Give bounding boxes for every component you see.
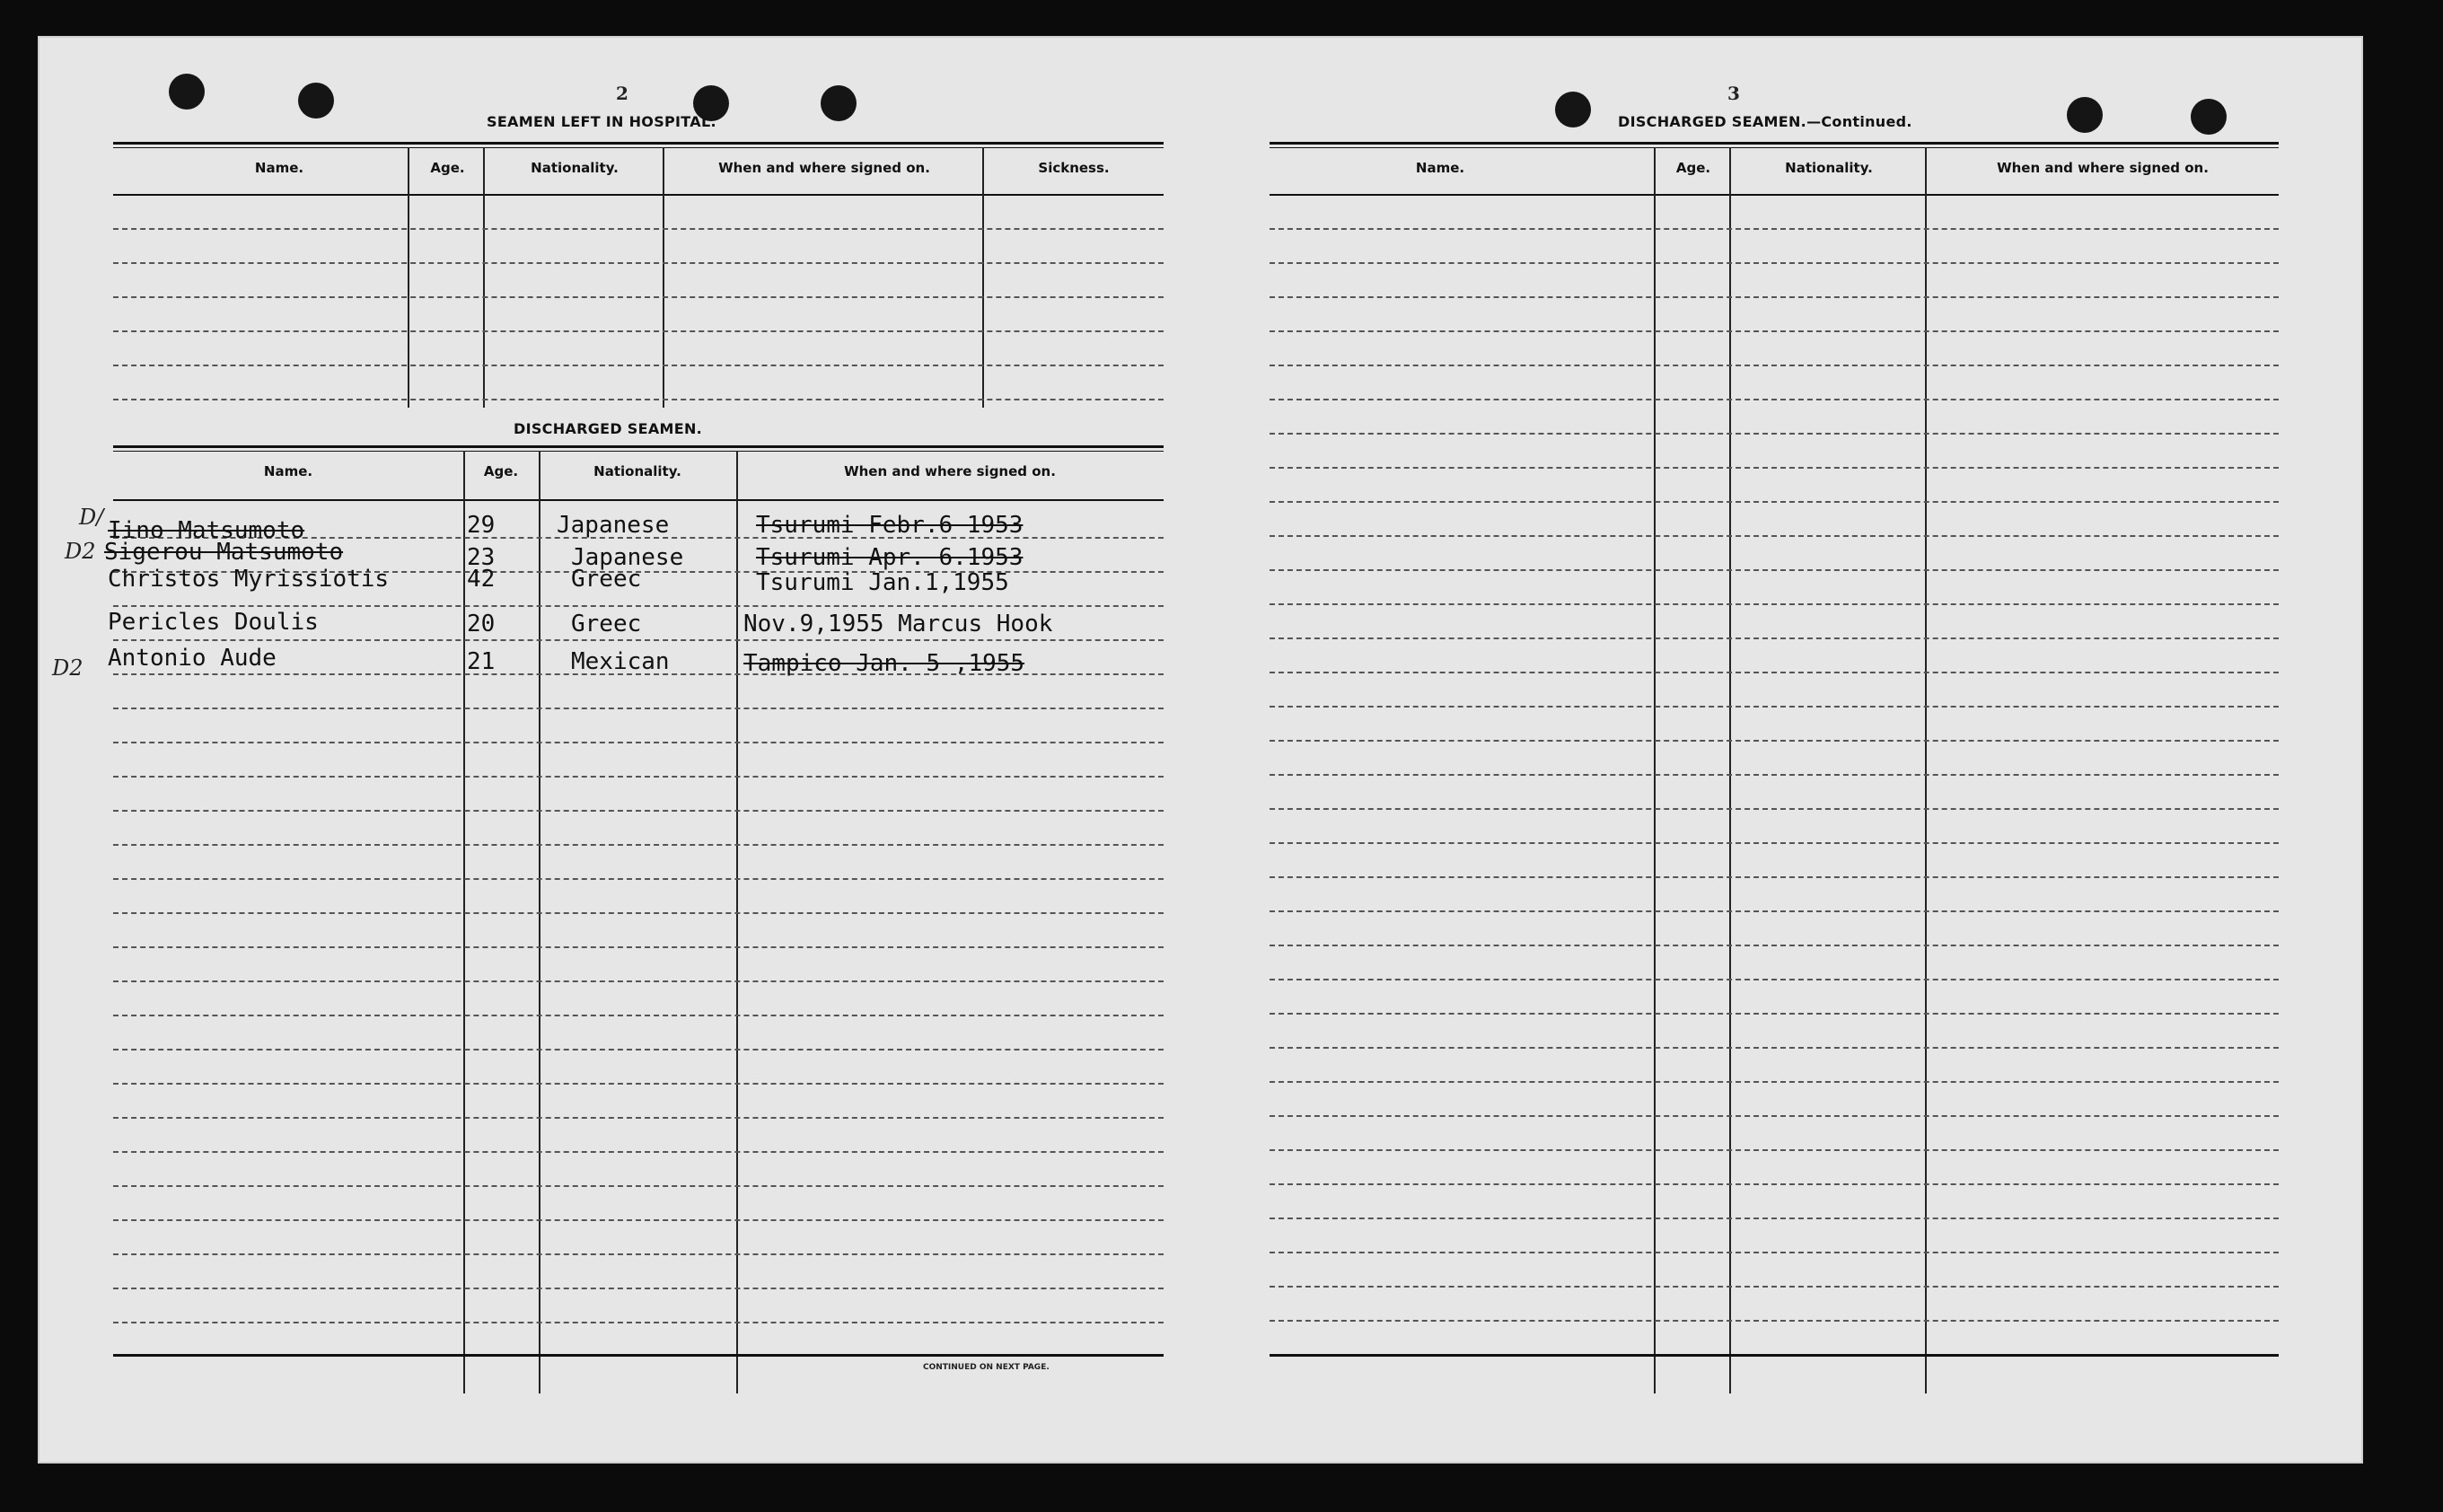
- rule: [113, 194, 1164, 196]
- punch-hole: [169, 74, 205, 110]
- punch-hole: [2067, 97, 2103, 133]
- column-divider: [736, 451, 738, 1393]
- margin-mark: D2: [65, 539, 96, 564]
- seaman-age: 20: [467, 611, 496, 637]
- ruled-line: [113, 810, 1164, 812]
- punch-hole: [1555, 92, 1591, 127]
- document-sheet: [38, 36, 2363, 1464]
- ruled-line: [113, 228, 1164, 230]
- signed-on: Nov.9,1955 Marcus Hook: [743, 611, 1053, 637]
- seaman-name: Pericles Doulis: [108, 609, 319, 636]
- ruled-line: [1270, 501, 2279, 503]
- ruled-line: [1270, 330, 2279, 332]
- ruled-line: [1270, 842, 2279, 844]
- seaman-age: 23: [467, 544, 496, 571]
- ruled-line: [1270, 1149, 2279, 1151]
- column-header: When and where signed on.: [1997, 160, 2209, 176]
- seaman-age: 21: [467, 648, 496, 675]
- seaman-nationality: Japanese: [557, 512, 670, 539]
- column-header: Name.: [1415, 160, 1465, 176]
- ruled-line: [1270, 774, 2279, 776]
- rule: [113, 499, 1164, 501]
- ruled-line: [1270, 808, 2279, 810]
- ruled-line: [113, 1322, 1164, 1323]
- ruled-line: [113, 1015, 1164, 1016]
- column-header: Nationality.: [531, 160, 619, 176]
- ruled-line: [113, 330, 1164, 332]
- seaman-age: 42: [467, 566, 496, 593]
- ruled-line: [1270, 1286, 2279, 1288]
- signed-on: Tsurumi Febr.6 1953: [756, 512, 1024, 539]
- ruled-line: [113, 742, 1164, 743]
- column-divider: [663, 147, 664, 408]
- column-header: When and where signed on.: [718, 160, 930, 176]
- continued-note: CONTINUED ON NEXT PAGE.: [923, 1363, 1050, 1372]
- column-header: Sickness.: [1038, 160, 1110, 176]
- column-divider: [982, 147, 984, 408]
- signed-on: Tsurumi Apr. 6.1953: [756, 544, 1024, 571]
- ruled-line: [113, 1185, 1164, 1187]
- ruled-line: [1270, 876, 2279, 878]
- ruled-line: [113, 1219, 1164, 1221]
- punch-hole: [821, 85, 857, 121]
- ruled-line: [113, 1253, 1164, 1255]
- ruled-line: [113, 912, 1164, 914]
- discharged-section-title: DISCHARGED SEAMEN.: [514, 420, 703, 437]
- hospital-section-title: SEAMEN LEFT IN HOSPITAL.: [487, 113, 716, 130]
- ruled-line: [1270, 706, 2279, 708]
- ruled-line: [1270, 910, 2279, 912]
- ruled-line: [1270, 569, 2279, 571]
- signed-on: Tsurumi Jan.1,1955: [756, 569, 1009, 596]
- rule: [113, 451, 1164, 452]
- ruled-line: [113, 1288, 1164, 1289]
- ruled-line: [1270, 603, 2279, 605]
- ruled-line: [1270, 399, 2279, 400]
- ruled-line: [1270, 1115, 2279, 1117]
- ruled-line: [113, 844, 1164, 846]
- ruled-line: [1270, 1013, 2279, 1015]
- seaman-name: Antonio Aude: [108, 645, 277, 672]
- rule: [1270, 194, 2279, 196]
- column-divider: [539, 451, 540, 1393]
- ruled-line: [113, 708, 1164, 709]
- rule: [1270, 147, 2279, 148]
- ruled-line: [1270, 1218, 2279, 1219]
- ruled-line: [1270, 1252, 2279, 1253]
- right-section-title: DISCHARGED SEAMEN.—Continued.: [1618, 113, 1912, 130]
- seaman-name: Christos Myrissiotis: [108, 566, 390, 593]
- ruled-line: [1270, 945, 2279, 946]
- seaman-nationality: Greec: [571, 566, 642, 593]
- ruled-line: [113, 1117, 1164, 1119]
- ruled-line: [1270, 1047, 2279, 1049]
- ruled-line: [113, 296, 1164, 298]
- ruled-line: [113, 878, 1164, 880]
- page-number: 3: [1727, 83, 1740, 104]
- ruled-line: [113, 1151, 1164, 1153]
- seaman-nationality: Japanese: [571, 544, 684, 571]
- ruled-line: [1270, 433, 2279, 435]
- punch-hole: [298, 83, 334, 119]
- ruled-line: [1270, 672, 2279, 673]
- column-header: Age.: [1675, 160, 1711, 176]
- ruled-line: [113, 1083, 1164, 1085]
- margin-mark: D2: [52, 655, 83, 681]
- rule: [1270, 1354, 2279, 1357]
- column-divider: [1925, 147, 1927, 1393]
- ruled-line: [113, 605, 1164, 607]
- ruled-line: [113, 365, 1164, 366]
- seaman-nationality: Greec: [571, 611, 642, 637]
- ruled-line: [113, 399, 1164, 400]
- ruled-line: [1270, 535, 2279, 537]
- rule: [113, 1354, 1164, 1357]
- column-header: When and where signed on.: [844, 463, 1056, 479]
- column-header: Age.: [483, 463, 519, 479]
- ruled-line: [1270, 1183, 2279, 1185]
- rule: [113, 142, 1164, 145]
- signed-on: Tampico Jan. 5 ,1955: [743, 650, 1025, 677]
- ruled-line: [1270, 1320, 2279, 1322]
- punch-hole: [2191, 99, 2227, 135]
- column-header: Nationality.: [593, 463, 681, 479]
- seaman-nationality: Mexican: [571, 648, 670, 675]
- seaman-name: Sigerou Matsumoto: [104, 539, 344, 566]
- seaman-name: Iino Matsumoto: [108, 517, 305, 544]
- column-header: Age.: [430, 160, 465, 176]
- ruled-line: [1270, 467, 2279, 469]
- column-header: Name.: [254, 160, 304, 176]
- rule: [1270, 142, 2279, 145]
- margin-mark: D/: [79, 505, 104, 530]
- rule: [113, 445, 1164, 448]
- seaman-age: 29: [467, 512, 496, 539]
- ruled-line: [1270, 637, 2279, 639]
- ruled-line: [113, 946, 1164, 948]
- column-header: Name.: [263, 463, 313, 479]
- ruled-line: [113, 262, 1164, 264]
- ruled-line: [1270, 740, 2279, 742]
- rule: [113, 147, 1164, 148]
- column-divider: [463, 451, 465, 1393]
- ruled-line: [113, 776, 1164, 778]
- column-divider: [1654, 147, 1656, 1393]
- ruled-line: [1270, 365, 2279, 366]
- column-divider: [408, 147, 409, 408]
- ruled-line: [113, 639, 1164, 641]
- column-divider: [1729, 147, 1731, 1393]
- column-divider: [483, 147, 485, 408]
- ruled-line: [113, 980, 1164, 982]
- ruled-line: [1270, 979, 2279, 980]
- right-page: [1205, 36, 2363, 1464]
- column-header: Nationality.: [1785, 160, 1873, 176]
- ruled-line: [1270, 228, 2279, 230]
- ruled-line: [1270, 296, 2279, 298]
- left-page: [38, 36, 1205, 1464]
- page-number: 2: [616, 83, 628, 104]
- ruled-line: [1270, 1081, 2279, 1083]
- ruled-line: [1270, 262, 2279, 264]
- ruled-line: [113, 1049, 1164, 1050]
